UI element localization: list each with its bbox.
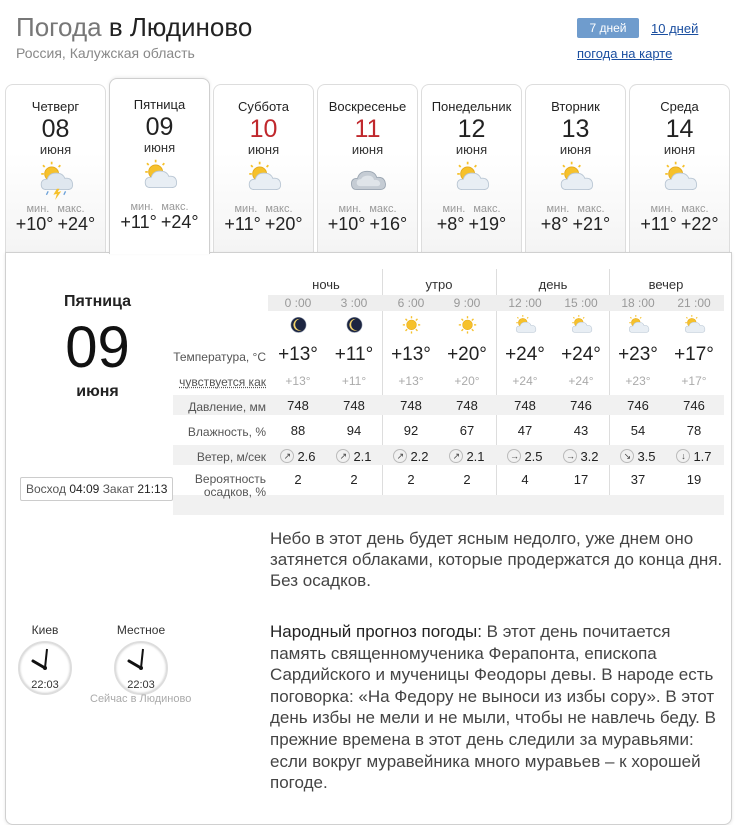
wind-direction-icon: ↘: [620, 449, 634, 463]
day-cards: [5, 82, 732, 252]
min-temp: +11°: [224, 214, 261, 234]
pressure-value: 746: [683, 398, 705, 413]
sun-cloud-icon: [630, 159, 729, 201]
pressure-value: 746: [627, 398, 649, 413]
pressure-value: 748: [343, 398, 365, 413]
wind-speed: 2.1: [353, 448, 372, 464]
selected-day-month: июня: [76, 383, 119, 400]
max-label: макс.: [265, 203, 293, 215]
humidity-value: 43: [573, 423, 589, 438]
row-label-precip: Вероятность осадков, %: [194, 472, 266, 499]
max-temp: +21°: [572, 214, 611, 234]
cloud-icon: [318, 159, 417, 201]
forecast-description: Небо в этот день будет ясным недолго, уже днем оно затянется облаками, которые продержатся до конца дня. Без осадков.: [270, 529, 723, 590]
page-title: Погода в Людиново: [16, 12, 253, 42]
header: [16, 12, 252, 61]
day-card[interactable]: [317, 84, 418, 252]
min-temp: +11°: [640, 214, 677, 234]
day-name: Среда: [660, 99, 699, 114]
min-temp: +8°: [540, 214, 569, 234]
pressure-value: 748: [456, 398, 478, 413]
precip-value: 2: [350, 472, 358, 487]
folk-title: Народный прогноз погоды:: [270, 622, 482, 641]
max-temp: +16°: [369, 214, 408, 234]
max-label: макс.: [681, 203, 709, 215]
temp-value: +13°: [391, 344, 431, 365]
hour-label: 15 :00: [564, 296, 598, 310]
day-number: 12: [457, 115, 486, 143]
folk-text: В этот день почитается память священномученика Ферапонта, епископа Сардийского и мученицы Феодоры девы. В народе есть поговорка: «На Федору не выноси из избы сору». В этот день избы не мели и не мыли, чтобы не навлечь беду. В прежние времена в этот день следили за муравьями: если вокруг муравейника много муравьев – к хорошей погоде.: [270, 622, 716, 793]
max-temp: +22°: [680, 214, 719, 234]
day-name: Понедельник: [431, 99, 512, 114]
day-number: 10: [249, 115, 278, 143]
day-month: июня: [351, 142, 384, 157]
day-month: июня: [663, 142, 696, 157]
row-label-feel: чувствуется как: [179, 375, 266, 389]
feel-value: +24°: [568, 374, 594, 388]
temp-value: +17°: [674, 344, 714, 365]
hour-label: 12 :00: [508, 296, 542, 310]
day-card[interactable]: [213, 84, 314, 252]
sunrise-sunset: Восход 04:09 Закат 21:13: [20, 477, 173, 501]
max-temp: +24°: [57, 214, 96, 234]
day-card[interactable]: [109, 78, 210, 254]
sun-cloud-icon: [526, 159, 625, 201]
pressure-value: 748: [400, 398, 422, 413]
wind-speed: 3.5: [637, 448, 656, 464]
day-number: 14: [665, 115, 694, 143]
clock-kiev: Киев 22:03: [10, 623, 80, 691]
max-label: макс.: [161, 201, 189, 213]
wind-speed: 2.5: [524, 448, 543, 464]
day-name: Четверг: [31, 99, 80, 114]
min-label: мин.: [546, 203, 570, 215]
day-month: июня: [559, 142, 592, 157]
wind-speed: 2.6: [297, 448, 316, 464]
hour-label: 6 :00: [397, 296, 425, 310]
day-month: июня: [39, 142, 72, 157]
min-label: мин.: [650, 203, 674, 215]
precip-value: 2: [407, 472, 415, 487]
period-label: утро: [425, 277, 453, 292]
min-temp: +10°: [15, 214, 54, 234]
row-label-temp: Температура, °C: [173, 350, 266, 364]
wind-direction-icon: ↗: [280, 449, 294, 463]
selected-day-name: Пятница: [63, 293, 132, 310]
sun-icon: [439, 315, 495, 337]
selected-day-number: 09: [65, 315, 130, 380]
min-temp: +11°: [120, 212, 157, 232]
temp-value: +13°: [278, 344, 318, 365]
hour-label: 0 :00: [284, 296, 312, 310]
wind-speed: 2.2: [410, 448, 429, 464]
hour-label: 21 :00: [677, 296, 711, 310]
humidity-value: 78: [686, 423, 702, 438]
day-card[interactable]: [421, 84, 522, 252]
tab-7-days[interactable]: 7 дней: [577, 18, 639, 38]
hour-label: 18 :00: [621, 296, 655, 310]
row-label-humidity: Влажность, %: [187, 425, 266, 439]
max-temp: +20°: [264, 214, 303, 234]
period-label: день: [538, 277, 568, 292]
location-subtitle: Россия, Калужская область: [16, 45, 195, 61]
min-label: мин.: [442, 203, 466, 215]
min-temp: +10°: [327, 214, 366, 234]
max-temp: +24°: [160, 212, 199, 232]
day-month: июня: [143, 140, 176, 155]
min-label: мин.: [130, 201, 154, 213]
wind-speed: 1.7: [693, 448, 712, 464]
precip-value: 17: [573, 472, 589, 487]
moon-icon: [326, 315, 382, 337]
humidity-value: 67: [459, 423, 475, 438]
sun-cloud-storm-icon: [6, 159, 105, 201]
wind-cell: [610, 447, 666, 464]
humidity-value: 47: [517, 423, 533, 438]
wind-direction-icon: ↗: [449, 449, 463, 463]
wind-cell: [666, 447, 722, 464]
pressure-value: 748: [514, 398, 536, 413]
pressure-value: 748: [287, 398, 309, 413]
pressure-value: 746: [570, 398, 592, 413]
day-detail-panel: [5, 252, 732, 825]
moon-icon: [270, 315, 326, 337]
sun-cloud-icon: [553, 315, 609, 337]
sun-cloud-icon: [497, 315, 553, 337]
max-temp: +19°: [468, 214, 507, 234]
humidity-value: 92: [403, 423, 419, 438]
temp-value: +24°: [505, 344, 545, 365]
day-number: 09: [145, 113, 174, 141]
wind-speed: 3.2: [580, 448, 599, 464]
tab-10-days[interactable]: 10 дней: [651, 20, 699, 36]
day-card[interactable]: [5, 84, 106, 252]
precip-value: 19: [686, 472, 702, 487]
hour-label: 9 :00: [453, 296, 481, 310]
feel-value: +17°: [681, 374, 707, 388]
min-label: мин.: [234, 203, 258, 215]
temp-value: +11°: [334, 344, 374, 365]
day-name: Вторник: [551, 99, 600, 114]
temp-value: +20°: [447, 344, 487, 365]
sun-cloud-icon: [214, 159, 313, 201]
feel-value: +13°: [285, 374, 311, 388]
sun-cloud-icon: [110, 157, 209, 199]
day-month: июня: [247, 142, 280, 157]
sun-cloud-icon: [666, 315, 722, 337]
humidity-value: 94: [346, 423, 362, 438]
wind-cell: [497, 447, 553, 464]
day-number: 08: [41, 115, 70, 143]
precip-value: 2: [294, 472, 302, 487]
wind-cell: [326, 447, 382, 464]
max-label: макс.: [577, 203, 605, 215]
sun-icon: [383, 315, 439, 337]
wind-cell: [270, 447, 326, 464]
wind-cell: [439, 447, 495, 464]
max-label: макс.: [369, 203, 397, 215]
feel-value: +20°: [454, 374, 480, 388]
wind-direction-icon: ↓: [676, 449, 690, 463]
row-label-pressure: Давление, мм: [188, 400, 266, 414]
now-in-city: Сейчас в Людиново: [90, 693, 192, 705]
sun-cloud-icon: [610, 315, 666, 337]
min-label: мин.: [26, 203, 50, 215]
wind-speed: 2.1: [466, 448, 485, 464]
wind-direction-icon: ↗: [336, 449, 350, 463]
day-month: июня: [455, 142, 488, 157]
humidity-value: 88: [290, 423, 306, 438]
row-label-wind: Ветер, м/сек: [196, 450, 266, 464]
feel-value: +24°: [512, 374, 538, 388]
max-label: макс.: [57, 203, 85, 215]
folk-forecast: [270, 621, 725, 794]
max-label: макс.: [473, 203, 501, 215]
day-number: 13: [561, 115, 590, 143]
wind-direction-icon: →: [507, 449, 521, 463]
temp-value: +24°: [561, 344, 601, 365]
min-temp: +8°: [436, 214, 465, 234]
humidity-value: 54: [630, 423, 646, 438]
feel-value: +13°: [398, 374, 424, 388]
clock-local: Местное 22:03: [106, 623, 176, 691]
day-name: Суббота: [238, 99, 289, 114]
period-label: ночь: [312, 277, 340, 292]
wind-direction-icon: ↗: [393, 449, 407, 463]
precip-value: 37: [630, 472, 646, 487]
feel-value: +11°: [341, 374, 367, 388]
min-label: мин.: [338, 203, 362, 215]
day-name: Воскресенье: [328, 99, 407, 114]
day-name: Пятница: [133, 97, 186, 112]
hour-label: 3 :00: [340, 296, 368, 310]
day-number: 11: [354, 115, 381, 143]
day-card[interactable]: [629, 84, 730, 252]
wind-cell: [383, 447, 439, 464]
wind-cell: [553, 447, 609, 464]
wind-direction-icon: →: [563, 449, 577, 463]
sun-cloud-icon: [422, 159, 521, 201]
range-switcher: [577, 18, 698, 38]
day-card[interactable]: [525, 84, 626, 252]
feel-value: +23°: [625, 374, 651, 388]
temp-value: +23°: [618, 344, 658, 365]
precip-value: 2: [463, 472, 471, 487]
precip-value: 4: [521, 472, 529, 487]
map-link[interactable]: погода на карте: [577, 46, 673, 61]
period-label: вечер: [648, 277, 684, 292]
